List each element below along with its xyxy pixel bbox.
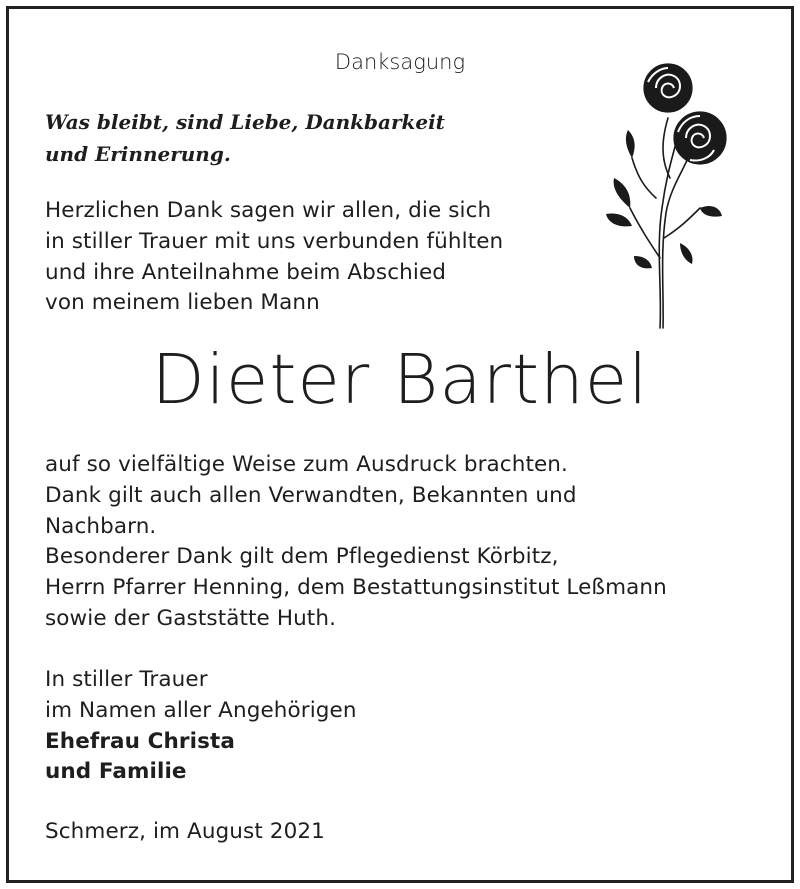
place-date: Schmerz, im August 2021 (45, 819, 325, 844)
text-line: von meinem lieben Mann (45, 290, 320, 316)
intro-text (45, 196, 503, 319)
text-line: Herrn Pfarrer Henning, dem Bestattungsinstitut Leßmann (45, 575, 667, 601)
text-line: auf so vielfältige Weise zum Ausdruck brachten. (45, 452, 568, 477)
text-line: Besonderer Dank gilt dem Pflegedienst Körbitz, (45, 544, 559, 570)
text-line: Dank gilt auch allen Verwandten, Bekannten und (45, 482, 577, 508)
text-line: Nachbarn. (45, 513, 157, 539)
memorial-quote (45, 106, 445, 170)
rose-icon (590, 38, 730, 338)
text-line: und ihre Anteilnahme beim Abschied (45, 259, 447, 285)
notice-header: Danksagung (334, 50, 466, 74)
text-line: Herzlichen Dank sagen wir allen, die sich (45, 198, 492, 223)
text-line: sowie der Gaststätte Huth. (45, 605, 337, 631)
deceased-name: Dieter Barthel (151, 340, 649, 420)
family-name: Ehefrau Christa (45, 728, 235, 754)
thanks-text (45, 450, 667, 635)
text-line: in stiller Trauer mit uns verbunden fühlten (45, 228, 504, 254)
family-name: und Familie (45, 759, 187, 785)
quote-line: Was bleibt, sind Liebe, Dankbarkeit (45, 110, 445, 134)
text-line: In stiller Trauer (45, 667, 208, 692)
signature-block (45, 665, 357, 788)
text-line: im Namen aller Angehörigen (45, 697, 357, 723)
quote-line: und Erinnerung. (45, 142, 231, 166)
